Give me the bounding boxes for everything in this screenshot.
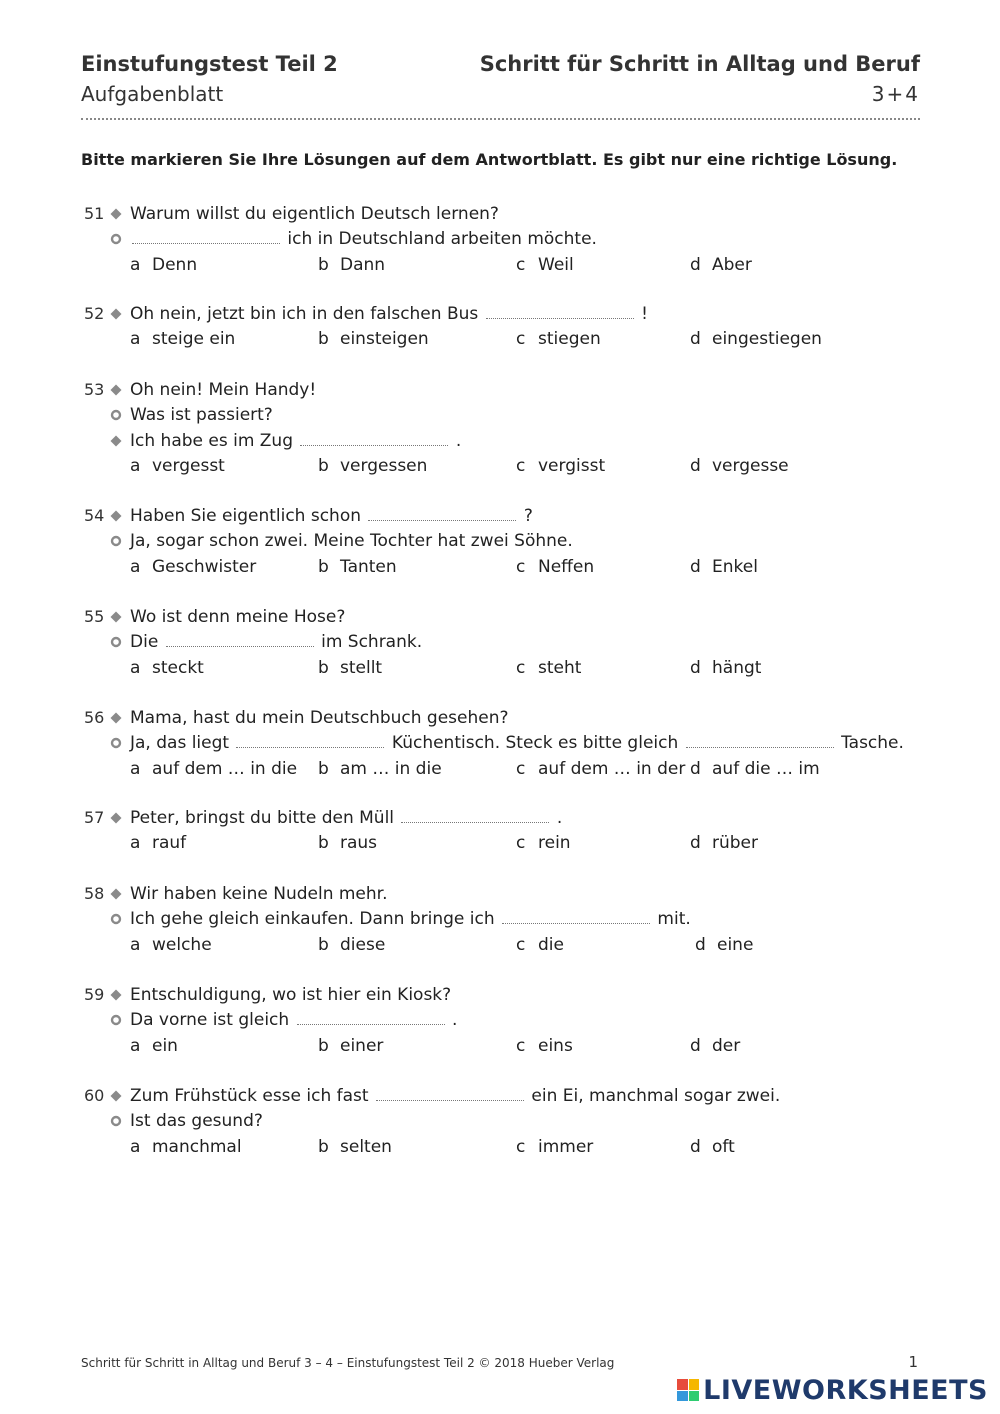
answer-option-d[interactable] <box>690 758 820 780</box>
answer-gap <box>166 632 314 647</box>
option-text: steige ein <box>152 329 236 350</box>
option-text: Neffen <box>538 556 595 577</box>
option-text: vergessen <box>340 455 428 476</box>
question-text <box>130 430 461 452</box>
header-divider <box>81 118 920 120</box>
text-before-gap: Die <box>130 632 159 653</box>
text-after-gap: Küchentisch. Steck es bitte gleich <box>391 733 679 754</box>
answer-option-b[interactable] <box>318 455 427 477</box>
option-text: Geschwister <box>152 556 257 577</box>
circle-bullet-icon <box>110 535 122 547</box>
answer-option-b[interactable] <box>318 758 442 780</box>
answer-option-d[interactable] <box>695 934 753 956</box>
option-text: der <box>712 1035 741 1056</box>
option-text: ein <box>152 1035 178 1056</box>
answer-option-b[interactable] <box>318 657 382 679</box>
option-text: stellt <box>340 657 383 678</box>
question-text <box>130 203 499 225</box>
answer-gap <box>368 506 516 521</box>
option-letter: b <box>318 556 329 577</box>
answer-option-c[interactable] <box>516 934 564 956</box>
option-letter: b <box>318 657 329 678</box>
logo-cube-tile <box>689 1379 700 1390</box>
option-letter: c <box>516 934 526 955</box>
text-after-gap: . <box>455 430 462 451</box>
footer-credit: Schritt für Schritt in Alltag und Beruf 3 – 4 – Einstufungstest Teil 2 © 2018 Hueber Verlag <box>81 1356 615 1370</box>
brand-name: LIVEWORKSHEETS <box>703 1374 988 1406</box>
option-letter: b <box>318 254 329 275</box>
circle-bullet-icon <box>110 636 122 648</box>
text-before-gap: Wo ist denn meine Hose? <box>130 607 346 627</box>
option-letter: a <box>130 657 141 678</box>
text-after-gap: Tasche. <box>841 733 904 754</box>
option-text: einer <box>340 1035 384 1056</box>
option-letter: b <box>318 329 329 350</box>
answer-option-d[interactable] <box>690 832 758 854</box>
answer-option-c[interactable] <box>516 1035 573 1057</box>
answer-option-a[interactable] <box>130 934 212 956</box>
logo-cube-tile <box>677 1391 688 1402</box>
question-text <box>130 1110 263 1132</box>
diamond-bullet-icon <box>110 611 122 623</box>
option-text: eins <box>538 1035 573 1056</box>
option-letter: d <box>690 556 701 577</box>
option-letter: c <box>516 758 526 779</box>
answer-option-d[interactable] <box>690 328 822 350</box>
option-letter: d <box>690 329 701 350</box>
option-text: auf die … im <box>712 758 820 779</box>
liveworksheets-logo[interactable] <box>677 1374 988 1406</box>
text-after-gap: ich in Deutschland arbeiten möchte. <box>287 229 597 250</box>
answer-option-d[interactable] <box>690 556 758 578</box>
instructions: Bitte markieren Sie Ihre Lösungen auf dem Antwortblatt. Es gibt nur eine richtige Lösung. <box>81 150 898 169</box>
option-letter: a <box>130 1035 141 1056</box>
question-text <box>130 883 388 905</box>
liveworksheets-cube-icon <box>677 1379 699 1401</box>
text-after-gap: im Schrank. <box>321 632 423 653</box>
option-text: oft <box>712 1136 735 1157</box>
question-number: 51 <box>84 204 105 223</box>
option-text: immer <box>538 1136 594 1157</box>
answer-option-a[interactable] <box>130 455 225 477</box>
answer-gap <box>376 1086 524 1101</box>
answer-option-b[interactable] <box>318 328 429 350</box>
answer-gap <box>236 733 384 748</box>
question-number: 59 <box>84 985 105 1004</box>
text-before-gap: Mama, hast du mein Deutschbuch gesehen? <box>130 708 509 728</box>
option-text: hängt <box>712 657 762 678</box>
answer-option-d[interactable] <box>690 455 789 477</box>
question-text <box>130 631 422 653</box>
option-text: Weil <box>538 254 574 275</box>
question-text <box>130 228 597 250</box>
answer-gap <box>486 304 634 319</box>
option-text: Tanten <box>340 556 397 577</box>
option-letter: a <box>130 758 141 779</box>
circle-bullet-icon <box>110 409 122 421</box>
option-text: rüber <box>712 833 759 854</box>
circle-bullet-icon <box>110 737 122 749</box>
option-letter: b <box>318 1035 329 1056</box>
answer-gap <box>300 431 448 446</box>
option-text: rein <box>538 833 571 854</box>
option-letter: d <box>690 657 701 678</box>
answer-option-a[interactable] <box>130 254 197 276</box>
question-number: 57 <box>84 808 105 827</box>
option-letter: a <box>130 934 141 955</box>
option-text: raus <box>340 833 378 854</box>
option-text: vergesst <box>152 455 225 476</box>
option-text: am … in die <box>340 758 442 779</box>
question-text <box>130 606 345 628</box>
answer-option-a[interactable] <box>130 556 256 578</box>
text-before-gap: Ist das gesund? <box>130 1111 263 1132</box>
text-after-gap: . <box>451 1010 458 1031</box>
option-text: vergisst <box>538 455 606 476</box>
option-text: Dann <box>340 254 386 275</box>
option-text: welche <box>152 934 212 955</box>
option-letter: b <box>318 455 329 476</box>
circle-bullet-icon <box>110 913 122 925</box>
question-number: 56 <box>84 708 105 727</box>
option-text: manchmal <box>152 1136 242 1157</box>
diamond-bullet-icon <box>110 989 122 1001</box>
option-text: rauf <box>152 833 187 854</box>
question-text <box>130 732 904 754</box>
answer-option-c[interactable] <box>516 556 594 578</box>
diamond-bullet-icon <box>110 712 122 724</box>
option-letter: a <box>130 455 141 476</box>
option-text: auf dem … in der <box>538 758 686 779</box>
text-before-gap: Wir haben keine Nudeln mehr. <box>130 884 388 904</box>
answer-gap <box>686 733 834 748</box>
option-text: vergesse <box>712 455 789 476</box>
circle-bullet-icon <box>110 1115 122 1127</box>
answer-option-a[interactable] <box>130 1136 242 1158</box>
option-text: die <box>538 934 564 955</box>
answer-option-c[interactable] <box>516 1136 593 1158</box>
text-after-gap: ein Ei, manchmal sogar zwei. <box>531 1086 781 1106</box>
logo-cube-tile <box>677 1379 688 1390</box>
question-text <box>130 908 691 930</box>
diamond-bullet-icon <box>110 888 122 900</box>
answer-option-c[interactable] <box>516 657 581 679</box>
logo-cube-tile <box>689 1391 700 1402</box>
diamond-bullet-icon <box>110 1090 122 1102</box>
option-letter: d <box>690 758 701 779</box>
answer-option-a[interactable] <box>130 758 297 780</box>
answer-option-c[interactable] <box>516 455 605 477</box>
text-before-gap: Oh nein! Mein Handy! <box>130 380 317 400</box>
option-letter: b <box>318 833 329 854</box>
option-letter: d <box>690 833 701 854</box>
diamond-bullet-icon <box>110 384 122 396</box>
option-text: auf dem … in die <box>152 758 298 779</box>
option-text: diese <box>340 934 386 955</box>
option-letter: d <box>690 1035 701 1056</box>
answer-option-c[interactable] <box>516 832 571 854</box>
option-letter: a <box>130 254 141 275</box>
option-letter: c <box>516 1136 526 1157</box>
option-letter: a <box>130 1136 141 1157</box>
question-number: 55 <box>84 607 105 626</box>
answer-option-c[interactable] <box>516 758 685 780</box>
answer-option-b[interactable] <box>318 832 377 854</box>
answer-option-a[interactable] <box>130 832 186 854</box>
answer-option-d[interactable] <box>690 254 752 276</box>
option-letter: d <box>690 254 701 275</box>
question-number: 52 <box>84 304 105 323</box>
diamond-bullet-icon <box>110 208 122 220</box>
text-before-gap: Ich gehe gleich einkaufen. Dann bringe ich <box>130 909 495 930</box>
answer-gap <box>401 808 549 823</box>
text-before-gap: Haben Sie eigentlich schon <box>130 506 362 526</box>
answer-gap <box>502 909 650 924</box>
question-text <box>130 505 533 527</box>
text-before-gap: Peter, bringst du bitte den Müll <box>130 808 395 828</box>
answer-gap <box>132 229 280 244</box>
question-text <box>130 807 562 829</box>
circle-bullet-icon <box>110 233 122 245</box>
option-letter: c <box>516 657 526 678</box>
option-text: Aber <box>712 254 752 275</box>
question-text <box>130 984 451 1006</box>
option-letter: c <box>516 455 526 476</box>
option-letter: d <box>695 934 706 955</box>
text-before-gap: Entschuldigung, wo ist hier ein Kiosk? <box>130 985 452 1005</box>
header-right-subtitle: 3+4 <box>871 82 920 106</box>
option-text: stiegen <box>538 329 601 350</box>
text-before-gap: Warum willst du eigentlich Deutsch lernen? <box>130 204 499 224</box>
question-number: 53 <box>84 380 105 399</box>
text-before-gap: Oh nein, jetzt bin ich in den falschen Bus <box>130 304 479 324</box>
header-right-title: Schritt für Schritt in Alltag und Beruf <box>479 52 920 76</box>
question-text <box>130 707 509 729</box>
text-after-gap: ! <box>641 304 648 324</box>
option-letter: c <box>516 1035 526 1056</box>
option-letter: c <box>516 833 526 854</box>
answer-option-b[interactable] <box>318 934 385 956</box>
option-text: Denn <box>152 254 198 275</box>
header-left-title: Einstufungstest Teil 2 <box>81 52 338 76</box>
option-letter: b <box>318 934 329 955</box>
answer-option-d[interactable] <box>690 1035 740 1057</box>
option-letter: b <box>318 758 329 779</box>
answer-option-a[interactable] <box>130 1035 178 1057</box>
answer-option-b[interactable] <box>318 254 385 276</box>
option-text: selten <box>340 1136 392 1157</box>
answer-option-c[interactable] <box>516 328 601 350</box>
option-letter: a <box>130 833 141 854</box>
text-before-gap: Ja, das liegt <box>130 733 230 754</box>
question-text <box>130 1009 457 1031</box>
answer-option-b[interactable] <box>318 556 397 578</box>
text-before-gap: Da vorne ist gleich <box>130 1010 290 1031</box>
text-before-gap: Zum Frühstück esse ich fast <box>130 1086 369 1106</box>
text-before-gap: Ja, sogar schon zwei. Meine Tochter hat zwei Söhne. <box>130 531 573 552</box>
diamond-bullet-icon <box>110 510 122 522</box>
option-text: eine <box>717 934 754 955</box>
question-text <box>130 404 273 426</box>
option-letter: c <box>516 556 526 577</box>
question-text <box>130 1085 780 1107</box>
page-number: 1 <box>908 1353 918 1371</box>
question-number: 60 <box>84 1086 105 1105</box>
answer-option-d[interactable] <box>690 1136 735 1158</box>
text-after-gap: mit. <box>657 909 691 930</box>
option-text: steht <box>538 657 582 678</box>
option-letter: c <box>516 254 526 275</box>
option-letter: d <box>690 1136 701 1157</box>
diamond-bullet-icon <box>110 308 122 320</box>
text-before-gap: Was ist passiert? <box>130 405 273 426</box>
answer-option-a[interactable] <box>130 328 235 350</box>
question-text <box>130 379 316 401</box>
answer-option-a[interactable] <box>130 657 204 679</box>
answer-option-c[interactable] <box>516 254 574 276</box>
diamond-bullet-icon <box>110 435 122 447</box>
text-after-gap: ? <box>523 506 533 526</box>
question-text <box>130 530 573 552</box>
option-text: Enkel <box>712 556 758 577</box>
answer-option-b[interactable] <box>318 1136 392 1158</box>
option-letter: a <box>130 329 141 350</box>
question-number: 54 <box>84 506 105 525</box>
option-letter: c <box>516 329 526 350</box>
text-after-gap: . <box>556 808 563 828</box>
answer-gap <box>297 1010 445 1025</box>
option-letter: b <box>318 1136 329 1157</box>
header-left-subtitle: Aufgabenblatt <box>81 82 224 106</box>
option-text: steckt <box>152 657 204 678</box>
option-letter: d <box>690 455 701 476</box>
circle-bullet-icon <box>110 1014 122 1026</box>
question-number: 58 <box>84 884 105 903</box>
text-before-gap: Ich habe es im Zug <box>130 430 294 451</box>
option-letter: a <box>130 556 141 577</box>
question-text <box>130 303 648 325</box>
answer-option-d[interactable] <box>690 657 761 679</box>
option-text: einsteigen <box>340 329 429 350</box>
diamond-bullet-icon <box>110 812 122 824</box>
option-text: eingestiegen <box>712 329 822 350</box>
answer-option-b[interactable] <box>318 1035 383 1057</box>
